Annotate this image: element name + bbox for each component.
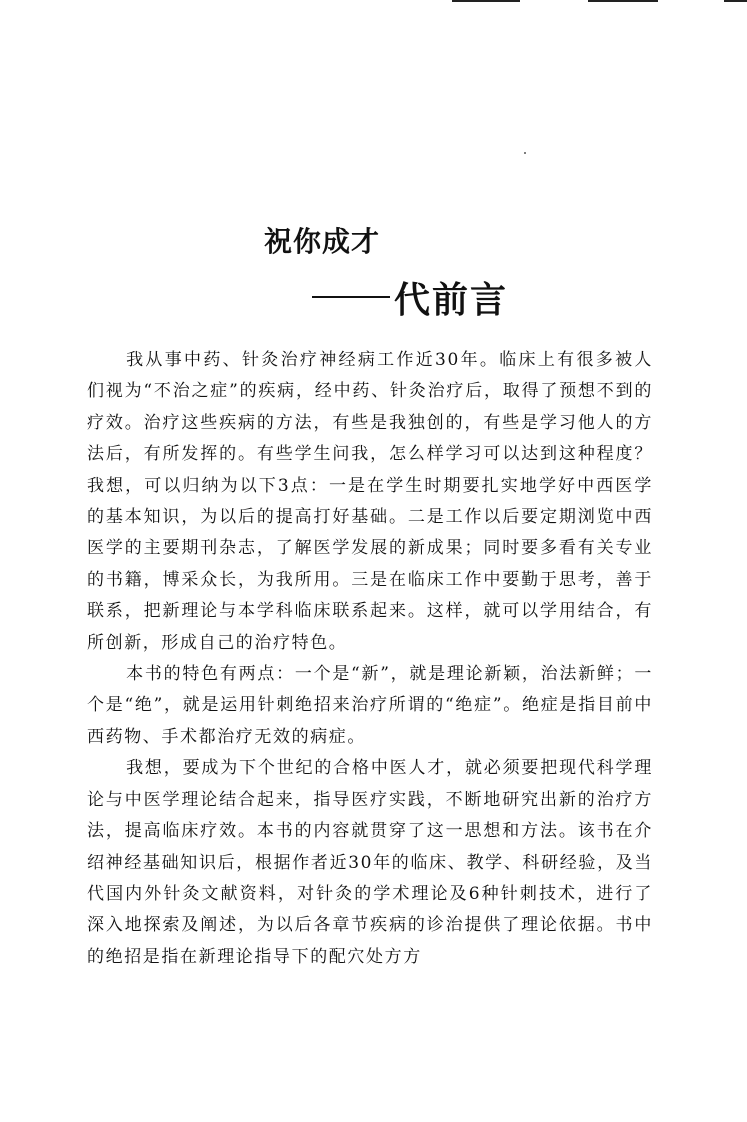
top-edge-rule [452,0,520,2]
em-dash-line [312,296,390,298]
page-subtitle: 代前言 [394,279,509,321]
paragraph: 我从事中药、针灸治疗神经病工作近30年。临床上有很多被人们视为“不治之症”的疾病，经中药、针灸治疗后，取得了预想不到的疗效。治疗这些疾病的方法，有些是我独创的，有些是学习他人的方法后，有所发挥的。有些学生问我，怎么样学习可以达到这种程度？我想，可以归纳为以下3点：一是在学生时期要扎实地学好中西医学的基本知识，为以后的提高打好基础。二是工作以后要定期浏览中西医学的主要期刊杂志，了解医学发展的新成果；同时要多看有关专业的书籍，博采众长，为我所用。三是在临床工作中要勤于思考，善于联系，把新理论与本学科临床联系起来。这样，就可以学用结合，有所创新，形成自己的治疗特色。 [87,350,653,653]
body-text [87,345,653,973]
paragraph: 我想，要成为下个世纪的合格中医人才，就必须要把现代科学理论与中医学理论结合起来，指导医疗实践，不断地研究出新的治疗方法，提高临床疗效。本书的内容就贯穿了这一思想和方法。该书在介绍神经基础知识后，根据作者近30年的临床、教学、科研经验，及当代国内外针灸文献资料，对针灸的学术理论及6种针刺技术，进行了深入地探索及阐述，为以后各章节疾病的诊治提供了理论依据。书中的绝招是指在新理论指导下的配穴处方方 [87,758,653,967]
page-title: 祝你成才 [264,225,381,258]
top-edge-rule [724,0,747,2]
paragraph: 本书的特色有两点：一个是“新”，就是理论新颖，治法新鲜；一个是“绝”，就是运用针刺绝招来治疗所谓的“绝症”。绝症是指目前中西药物、手术都治疗无效的病症。 [87,664,653,747]
top-edge-rule [588,0,658,2]
scan-speck [524,152,526,154]
